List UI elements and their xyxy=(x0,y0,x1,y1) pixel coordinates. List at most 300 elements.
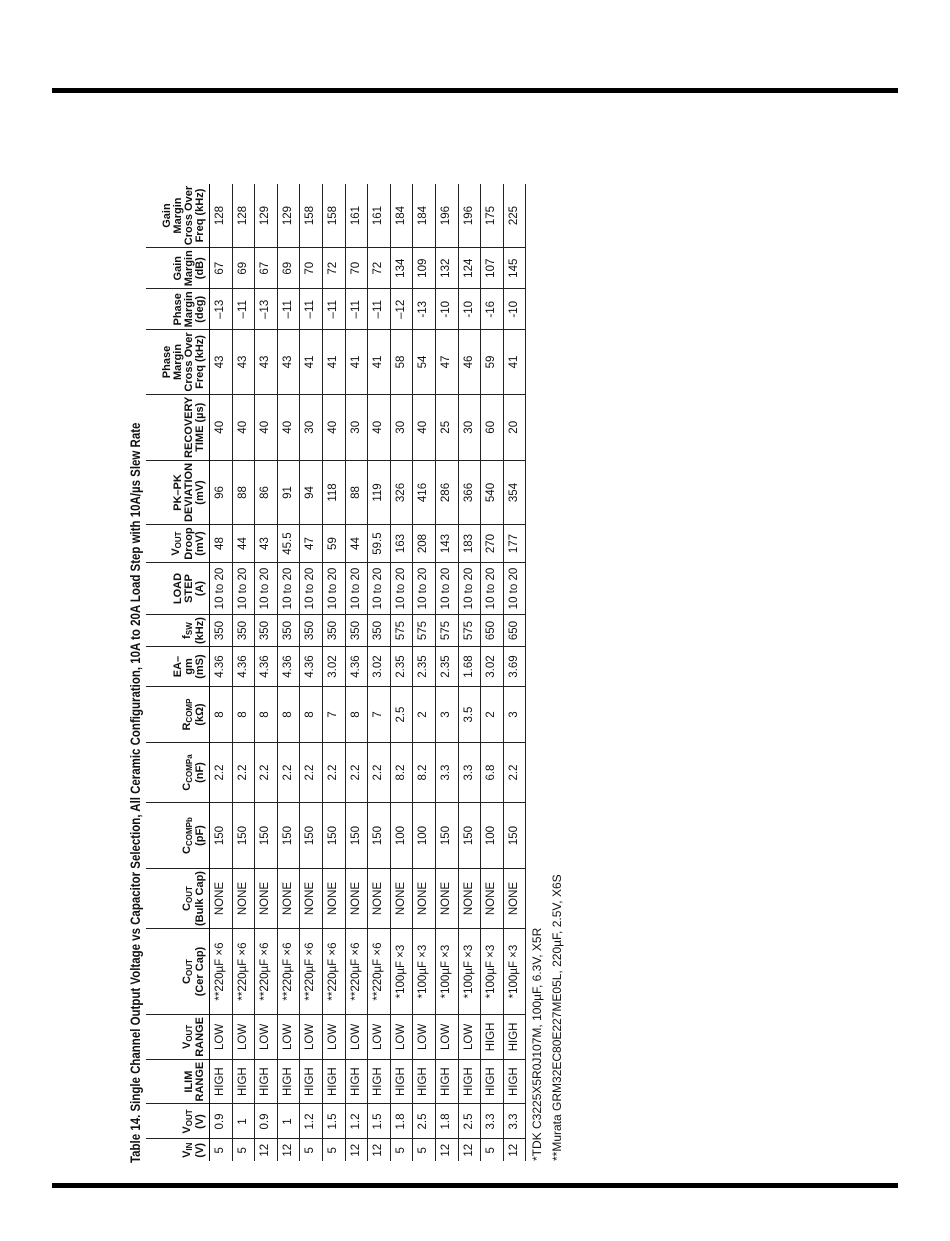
table-cell: 43 xyxy=(232,330,255,394)
table-cell: 163 xyxy=(390,525,413,563)
table-cell: 10 to 20 xyxy=(368,563,391,615)
table-cell: 161 xyxy=(345,184,368,248)
table-cell: NONE xyxy=(255,869,278,929)
table-cell: 134 xyxy=(390,248,413,289)
table-cell: 12 xyxy=(277,1139,300,1161)
table-cell: 150 xyxy=(368,803,391,869)
table-cell: 5 xyxy=(232,1139,255,1161)
table-row xyxy=(368,184,391,1161)
table-cell: 4.36 xyxy=(300,647,323,687)
table-cell: LOW xyxy=(232,1015,255,1060)
table-cell: -13 xyxy=(413,289,436,330)
table-cell: 2.2 xyxy=(503,743,526,803)
table-cell: NONE xyxy=(322,869,345,929)
table-cell: 69 xyxy=(232,248,255,289)
table-cell: 158 xyxy=(322,184,345,248)
table-cell: 3.5 xyxy=(458,687,481,743)
table-cell: **220µF ×6 xyxy=(277,929,300,1015)
footnote-2: **Murata GRM32EC80E227ME05L, 220µF, 2.5V, X6S xyxy=(550,874,565,1161)
table-cell: 184 xyxy=(390,184,413,248)
table-cell: 150 xyxy=(435,803,458,869)
table-cell: 45.5 xyxy=(277,525,300,563)
table-cell: 3 xyxy=(435,687,458,743)
table-cell: 175 xyxy=(481,184,504,248)
table-cell: 150 xyxy=(255,803,278,869)
table-cell: 196 xyxy=(458,184,481,248)
table-cell: *100µF ×3 xyxy=(390,929,413,1015)
table-row xyxy=(390,184,413,1161)
table-cell: NONE xyxy=(277,869,300,929)
table-cell: HIGH xyxy=(277,1059,300,1104)
table-cell: 350 xyxy=(277,615,300,647)
table-cell: 5 xyxy=(300,1139,323,1161)
table-title: Table 14. Single Channel Output Voltage vs Capacitor Selection, All Ceramic Configuration, 10A to 20A Load Step with 10A/µs Slew Rate xyxy=(127,422,143,1163)
table-cell: -10 xyxy=(435,289,458,330)
table-cell: 2.5 xyxy=(458,1104,481,1139)
table-cell: **220µF ×6 xyxy=(255,929,278,1015)
table-cell: 54 xyxy=(413,330,436,394)
table-cell: **220µF ×6 xyxy=(210,929,233,1015)
table-cell: 118 xyxy=(322,460,345,524)
table-cell: 145 xyxy=(503,248,526,289)
table-cell: 129 xyxy=(277,184,300,248)
column-header: Phase Margin Cross Over Freq (kHz) xyxy=(146,330,210,394)
table-cell: –11 xyxy=(277,289,300,330)
table-cell: 150 xyxy=(503,803,526,869)
table-cell: 8 xyxy=(345,687,368,743)
table-cell: LOW xyxy=(458,1015,481,1060)
table-cell: 143 xyxy=(435,525,458,563)
table-cell: 10 to 20 xyxy=(345,563,368,615)
table-cell: *100µF ×3 xyxy=(413,929,436,1015)
table-cell: 4.36 xyxy=(210,647,233,687)
table-cell: 8 xyxy=(277,687,300,743)
table-cell: 2.2 xyxy=(232,743,255,803)
table-cell: HIGH xyxy=(345,1059,368,1104)
table-cell: 12 xyxy=(368,1139,391,1161)
table-cell: 354 xyxy=(503,460,526,524)
table-cell: NONE xyxy=(368,869,391,929)
table-cell: 12 xyxy=(503,1139,526,1161)
column-header: $f_{SW}$ (kHz) xyxy=(146,615,210,647)
table-cell: **220µF ×6 xyxy=(322,929,345,1015)
table-cell: LOW xyxy=(210,1015,233,1060)
table-cell: 2.2 xyxy=(255,743,278,803)
table-cell: 286 xyxy=(435,460,458,524)
header-row xyxy=(146,184,210,1161)
table-cell: 5 xyxy=(390,1139,413,1161)
table-cell: 150 xyxy=(232,803,255,869)
table-cell: 575 xyxy=(458,615,481,647)
table-cell: 2.35 xyxy=(390,647,413,687)
table-cell: NONE xyxy=(458,869,481,929)
table-cell: 86 xyxy=(255,460,278,524)
table-cell: 326 xyxy=(390,460,413,524)
table-cell: 41 xyxy=(300,330,323,394)
table-cell: 158 xyxy=(300,184,323,248)
table-cell: LOW xyxy=(277,1015,300,1060)
table-cell: LOW xyxy=(368,1015,391,1060)
table-cell: 8 xyxy=(210,687,233,743)
table-cell: 4.36 xyxy=(345,647,368,687)
table-cell: –11 xyxy=(300,289,323,330)
table-cell: 20 xyxy=(503,394,526,460)
table-cell: 150 xyxy=(277,803,300,869)
column-header: $C_{COMPa}$ (nF) xyxy=(146,743,210,803)
column-header: $V_{IN}$ (V) xyxy=(146,1139,210,1161)
table-cell: 44 xyxy=(345,525,368,563)
table-cell: 40 xyxy=(255,394,278,460)
table-cell: 25 xyxy=(435,394,458,460)
table-cell: HIGH xyxy=(413,1059,436,1104)
table-cell: 10 to 20 xyxy=(255,563,278,615)
column-header: $C_{OUT}$ (Cer Cap) xyxy=(146,929,210,1015)
table-cell: -10 xyxy=(458,289,481,330)
table-cell: 2.35 xyxy=(413,647,436,687)
table-cell: 225 xyxy=(503,184,526,248)
table-cell: 3.02 xyxy=(322,647,345,687)
table-cell: 100 xyxy=(413,803,436,869)
column-header: $V_{OUT}$ Droop (mV) xyxy=(146,525,210,563)
table-cell: HIGH xyxy=(232,1059,255,1104)
table-cell: 208 xyxy=(413,525,436,563)
table-cell: 416 xyxy=(413,460,436,524)
table-cell: 40 xyxy=(277,394,300,460)
table-cell: HIGH xyxy=(481,1059,504,1104)
table-cell: 350 xyxy=(255,615,278,647)
table-cell: 1.2 xyxy=(300,1104,323,1139)
table-cell: 7 xyxy=(368,687,391,743)
column-header: $C_{OUT}$ (Bulk Cap) xyxy=(146,869,210,929)
table-cell: 119 xyxy=(368,460,391,524)
table-cell: 12 xyxy=(345,1139,368,1161)
table-cell: 0.9 xyxy=(210,1104,233,1139)
table-cell: NONE xyxy=(481,869,504,929)
column-header: LOAD STEP (A) xyxy=(146,563,210,615)
column-header: RECOVERY TIME (µs) xyxy=(146,394,210,460)
table-cell: 183 xyxy=(458,525,481,563)
table-row xyxy=(232,184,255,1161)
table-cell: 67 xyxy=(255,248,278,289)
table-cell: 43 xyxy=(255,330,278,394)
table-cell: 2.2 xyxy=(210,743,233,803)
table-cell: 128 xyxy=(210,184,233,248)
column-header: $V_{OUT}$ (V) xyxy=(146,1104,210,1139)
table-cell: 30 xyxy=(345,394,368,460)
table-cell: 2.2 xyxy=(300,743,323,803)
table-cell: 10 to 20 xyxy=(277,563,300,615)
table-cell: 44 xyxy=(232,525,255,563)
table-cell: –12 xyxy=(390,289,413,330)
table-cell: 350 xyxy=(300,615,323,647)
table-cell: 10 to 20 xyxy=(232,563,255,615)
table-cell: HIGH xyxy=(435,1059,458,1104)
table-cell: 12 xyxy=(458,1139,481,1161)
table-cell: 2.2 xyxy=(277,743,300,803)
table-cell: 10 to 20 xyxy=(210,563,233,615)
table-cell: 575 xyxy=(413,615,436,647)
table-cell: NONE xyxy=(413,869,436,929)
table-cell: 366 xyxy=(458,460,481,524)
table-cell: HIGH xyxy=(300,1059,323,1104)
table-cell: 48 xyxy=(210,525,233,563)
table-cell: LOW xyxy=(435,1015,458,1060)
table-cell: 40 xyxy=(232,394,255,460)
table-cell: 2.2 xyxy=(322,743,345,803)
column-header: Gain Margin (dB) xyxy=(146,248,210,289)
table-cell: 150 xyxy=(345,803,368,869)
table-cell: 40 xyxy=(322,394,345,460)
table-cell: HIGH xyxy=(458,1059,481,1104)
table-cell: 96 xyxy=(210,460,233,524)
table-cell: 58 xyxy=(390,330,413,394)
table-cell: 177 xyxy=(503,525,526,563)
bottom-rule xyxy=(52,1183,898,1188)
table-cell: 69 xyxy=(277,248,300,289)
table-cell: 2 xyxy=(413,687,436,743)
table-cell: 1.2 xyxy=(345,1104,368,1139)
table-cell: LOW xyxy=(300,1015,323,1060)
table-cell: 1.8 xyxy=(435,1104,458,1139)
table-cell: 5 xyxy=(413,1139,436,1161)
column-header: Phase Margin (deg) xyxy=(146,289,210,330)
table-cell: 10 to 20 xyxy=(458,563,481,615)
table-cell: 270 xyxy=(481,525,504,563)
table-row xyxy=(210,184,233,1161)
table-cell: 40 xyxy=(368,394,391,460)
table-cell: 8 xyxy=(300,687,323,743)
table-cell: *100µF ×3 xyxy=(458,929,481,1015)
table-cell: 41 xyxy=(322,330,345,394)
table-cell: HIGH xyxy=(255,1059,278,1104)
table-cell: *100µF ×3 xyxy=(503,929,526,1015)
table-cell: 30 xyxy=(300,394,323,460)
table-cell: 100 xyxy=(481,803,504,869)
table-cell: 0.9 xyxy=(255,1104,278,1139)
table-cell: 150 xyxy=(210,803,233,869)
table-cell: 47 xyxy=(435,330,458,394)
table-cell: 1.5 xyxy=(322,1104,345,1139)
table-cell: 43 xyxy=(210,330,233,394)
table-cell: 2.2 xyxy=(345,743,368,803)
table-cell: **220µF ×6 xyxy=(345,929,368,1015)
table-cell: LOW xyxy=(255,1015,278,1060)
table-cell: 10 to 20 xyxy=(481,563,504,615)
table-cell: NONE xyxy=(232,869,255,929)
table-cell: 196 xyxy=(435,184,458,248)
column-header: PK–PK DEVIATION (mV) xyxy=(146,460,210,524)
rotated-table-block xyxy=(124,155,564,1165)
table-cell: 46 xyxy=(458,330,481,394)
table-cell: 132 xyxy=(435,248,458,289)
table-cell: 350 xyxy=(368,615,391,647)
table-cell: 7 xyxy=(322,687,345,743)
table-cell: 59 xyxy=(322,525,345,563)
table-cell: 4.36 xyxy=(277,647,300,687)
table-cell: 2.5 xyxy=(390,687,413,743)
table-cell: 161 xyxy=(368,184,391,248)
table-cell: 2 xyxy=(481,687,504,743)
table-cell: 350 xyxy=(322,615,345,647)
table-cell: 60 xyxy=(481,394,504,460)
table-cell: NONE xyxy=(300,869,323,929)
table-row xyxy=(458,184,481,1161)
table-cell: 67 xyxy=(210,248,233,289)
table-cell: 40 xyxy=(210,394,233,460)
table-cell: 30 xyxy=(390,394,413,460)
table-cell: HIGH xyxy=(503,1015,526,1060)
table-cell: 150 xyxy=(458,803,481,869)
table-cell: 6.8 xyxy=(481,743,504,803)
table-cell: 10 to 20 xyxy=(322,563,345,615)
table-cell: LOW xyxy=(322,1015,345,1060)
table-row xyxy=(503,184,526,1161)
table-cell: **220µF ×6 xyxy=(232,929,255,1015)
table-cell: –11 xyxy=(322,289,345,330)
table-cell: 575 xyxy=(435,615,458,647)
table-cell: 10 to 20 xyxy=(390,563,413,615)
table-cell: 8.2 xyxy=(390,743,413,803)
table-cell: 350 xyxy=(210,615,233,647)
table-cell: NONE xyxy=(390,869,413,929)
table-row xyxy=(277,184,300,1161)
table-cell: 650 xyxy=(503,615,526,647)
data-table xyxy=(146,184,526,1161)
table-cell: HIGH xyxy=(210,1059,233,1104)
table-cell: 5 xyxy=(210,1139,233,1161)
table-cell: NONE xyxy=(210,869,233,929)
table-row xyxy=(255,184,278,1161)
table-cell: *100µF ×3 xyxy=(435,929,458,1015)
table-cell: 2.35 xyxy=(435,647,458,687)
table-cell: 124 xyxy=(458,248,481,289)
table-cell: 3.3 xyxy=(458,743,481,803)
table-cell: 10 to 20 xyxy=(413,563,436,615)
table-cell: LOW xyxy=(345,1015,368,1060)
column-header: ILIM RANGE xyxy=(146,1059,210,1104)
table-cell: HIGH xyxy=(322,1059,345,1104)
table-cell: 3.69 xyxy=(503,647,526,687)
table-cell: **220µF ×6 xyxy=(300,929,323,1015)
table-row xyxy=(481,184,504,1161)
table-cell: 540 xyxy=(481,460,504,524)
table-cell: HIGH xyxy=(390,1059,413,1104)
table-cell: 350 xyxy=(232,615,255,647)
table-cell: 8 xyxy=(232,687,255,743)
table-cell: 43 xyxy=(277,330,300,394)
table-cell: 72 xyxy=(368,248,391,289)
table-cell: 1.68 xyxy=(458,647,481,687)
table-cell: 41 xyxy=(345,330,368,394)
table-cell: 10 to 20 xyxy=(300,563,323,615)
table-cell: 8 xyxy=(255,687,278,743)
table-cell: 2.5 xyxy=(413,1104,436,1139)
table-cell: 1.5 xyxy=(368,1104,391,1139)
table-cell: 350 xyxy=(345,615,368,647)
column-header: $R_{COMP}$ (kΩ) xyxy=(146,687,210,743)
table-cell: 650 xyxy=(481,615,504,647)
table-cell: 2.2 xyxy=(368,743,391,803)
table-cell: 107 xyxy=(481,248,504,289)
table-cell: HIGH xyxy=(503,1059,526,1104)
table-cell: 12 xyxy=(255,1139,278,1161)
table-cell: 3.3 xyxy=(503,1104,526,1139)
table-cell: 41 xyxy=(368,330,391,394)
table-cell: 59 xyxy=(481,330,504,394)
table-cell: 10 to 20 xyxy=(435,563,458,615)
table-cell: *100µF ×3 xyxy=(481,929,504,1015)
table-cell: 47 xyxy=(300,525,323,563)
table-cell: 3.02 xyxy=(481,647,504,687)
table-cell: 4.36 xyxy=(232,647,255,687)
table-cell: 3.3 xyxy=(435,743,458,803)
table-cell: NONE xyxy=(345,869,368,929)
table-cell: 128 xyxy=(232,184,255,248)
table-cell: –13 xyxy=(255,289,278,330)
table-cell: –11 xyxy=(232,289,255,330)
table-cell: 43 xyxy=(255,525,278,563)
table-cell: HIGH xyxy=(481,1015,504,1060)
table-cell: 3 xyxy=(503,687,526,743)
column-header: $C_{COMPb}$ (pF) xyxy=(146,803,210,869)
table-row xyxy=(322,184,345,1161)
table-cell: 40 xyxy=(413,394,436,460)
table-cell: 91 xyxy=(277,460,300,524)
table-body xyxy=(210,184,526,1161)
table-cell: 129 xyxy=(255,184,278,248)
table-cell: 70 xyxy=(300,248,323,289)
table-cell: 109 xyxy=(413,248,436,289)
table-cell: 88 xyxy=(232,460,255,524)
table-cell: 8.2 xyxy=(413,743,436,803)
table-row xyxy=(435,184,458,1161)
table-cell: 150 xyxy=(322,803,345,869)
table-cell: 575 xyxy=(390,615,413,647)
top-rule xyxy=(52,88,898,93)
table-cell: 1.8 xyxy=(390,1104,413,1139)
table-cell: -16 xyxy=(481,289,504,330)
table-cell: 70 xyxy=(345,248,368,289)
footnote-1: *TDK C3225X5R0J107M, 100µF, 6.3V, X5R xyxy=(530,927,545,1161)
table-cell: HIGH xyxy=(368,1059,391,1104)
table-cell: 4.36 xyxy=(255,647,278,687)
table-cell: 72 xyxy=(322,248,345,289)
column-header: EA– gm (mS) xyxy=(146,647,210,687)
table-cell: 100 xyxy=(390,803,413,869)
column-header: $V_{OUT}$ RANGE xyxy=(146,1015,210,1060)
table-row xyxy=(345,184,368,1161)
table-cell: NONE xyxy=(435,869,458,929)
table-cell: -10 xyxy=(503,289,526,330)
table-cell: 1 xyxy=(232,1104,255,1139)
table-cell: NONE xyxy=(503,869,526,929)
table-cell: –13 xyxy=(210,289,233,330)
table-cell: 94 xyxy=(300,460,323,524)
table-cell: 30 xyxy=(458,394,481,460)
table-cell: 59.5 xyxy=(368,525,391,563)
table-cell: 3.02 xyxy=(368,647,391,687)
table-cell: 184 xyxy=(413,184,436,248)
table-cell: 12 xyxy=(435,1139,458,1161)
table-cell: 5 xyxy=(322,1139,345,1161)
table-cell: –11 xyxy=(345,289,368,330)
table-cell: LOW xyxy=(390,1015,413,1060)
table-cell: 1 xyxy=(277,1104,300,1139)
table-cell: LOW xyxy=(413,1015,436,1060)
table-cell: –11 xyxy=(368,289,391,330)
table-cell: 10 to 20 xyxy=(503,563,526,615)
table-cell: 150 xyxy=(300,803,323,869)
